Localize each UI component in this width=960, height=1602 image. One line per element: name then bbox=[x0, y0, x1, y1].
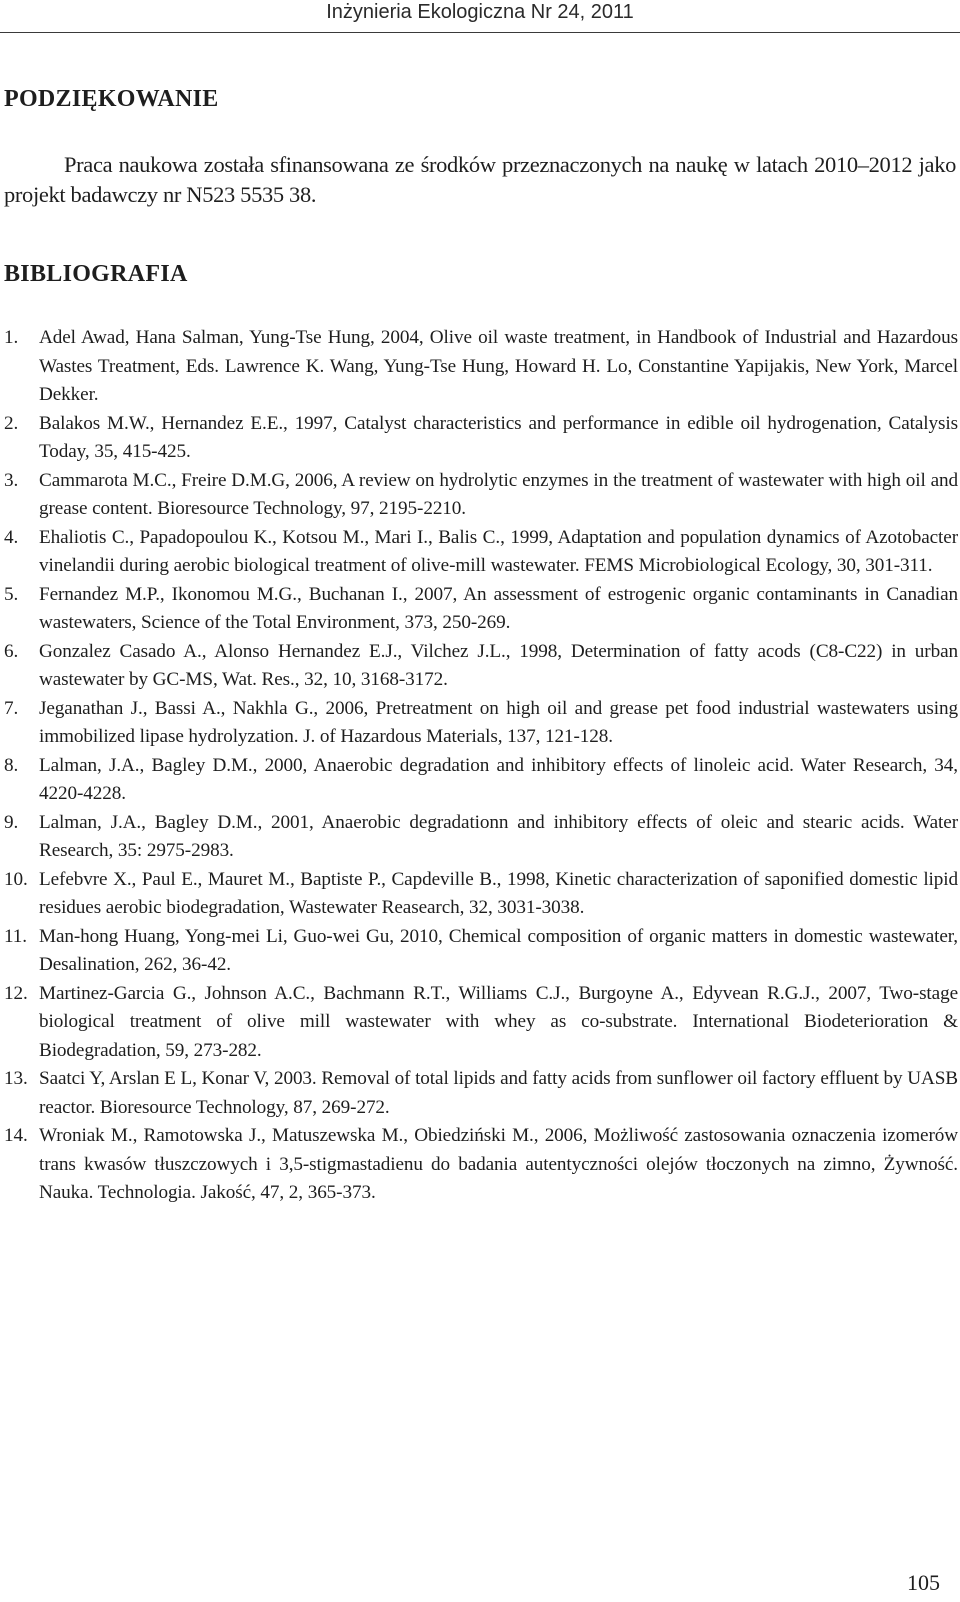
reference-text: Lalman, J.A., Bagley D.M., 2001, Anaerobic degradationn and inhibitory effects of oleic and stearic acids. Water Research, 35: 2975-2983. bbox=[39, 811, 958, 861]
reference-number: 14. bbox=[4, 1125, 28, 1146]
reference-number: 5. bbox=[4, 583, 19, 605]
reference-number: 10. bbox=[4, 868, 28, 890]
reference-number: 9. bbox=[4, 811, 19, 833]
reference-item-7 bbox=[0, 695, 958, 752]
reference-text: Martinez-Garcia G., Johnson A.C., Bachmann R.T., Williams C.J., Burgoyne A., Edyvean R.G.J., 2007, Two-stage biological treatment of olive mill wastewater with whey as co-substrate. International Biodeterioration & Biodegradation, 59, 273-282. bbox=[39, 982, 958, 1061]
reference-number: 2. bbox=[4, 412, 19, 434]
reference-item-6 bbox=[0, 638, 958, 695]
reference-text: Cammarota M.C., Freire D.M.G, 2006, A review on hydrolytic enzymes in the treatment of wastewater with high oil and grease content. Bioresource Technology, 97, 2195-2210. bbox=[39, 469, 958, 519]
reference-item-4 bbox=[0, 524, 958, 581]
reference-item-13 bbox=[0, 1065, 958, 1122]
acknowledgement-heading: PODZIĘKOWANIE bbox=[4, 86, 219, 112]
running-header: Inżynieria Ekologiczna Nr 24, 2011 bbox=[326, 1, 634, 23]
reference-item-9 bbox=[0, 809, 958, 866]
reference-list bbox=[0, 324, 958, 1208]
reference-text: Balakos M.W., Hernandez E.E., 1997, Catalyst characteristics and performance in edible oil hydrogenation, Catalysis Today, 35, 415-425. bbox=[39, 412, 958, 462]
reference-text: Lalman, J.A., Bagley D.M., 2000, Anaerobic degradation and inhibitory effects of linoleic acid. Water Research, 34, 4220-4228. bbox=[39, 754, 958, 804]
reference-item-10 bbox=[0, 866, 958, 923]
acknowledgement-text: Praca naukowa została sfinansowana ze środków przeznaczonych na naukę w latach 2010–2012 jako projekt badawczy nr N523 5535 38. bbox=[4, 152, 956, 207]
reference-text: Adel Awad, Hana Salman, Yung-Tse Hung, 2004, Olive oil waste treatment, in Handbook of Industrial and Hazardous Wastes Treatment, Eds. Lawrence K. Wang, Yung-Tse Hung, Howard H. Lo, Constantine Yapijakis, New York, Marcel Dekker. bbox=[39, 327, 958, 405]
bibliography-heading: BIBLIOGRAFIA bbox=[4, 261, 188, 287]
reference-text: Jeganathan J., Bassi A., Nakhla G., 2006, Pretreatment on high oil and grease pet food industrial wastewaters using immobilized lipase hydrolyzation. J. of Hazardous Materials, 137, 121-128. bbox=[39, 697, 958, 747]
reference-item-3 bbox=[0, 467, 958, 524]
reference-number: 1. bbox=[4, 327, 19, 348]
reference-number: 12. bbox=[4, 982, 28, 1004]
reference-text: Gonzalez Casado A., Alonso Hernandez E.J., Vilchez J.L., 1998, Determination of fatty acods (C8-C22) in urban wastewater by GC-MS, Wat. Res., 32, 10, 3168-3172. bbox=[39, 640, 958, 690]
reference-item-12 bbox=[0, 980, 958, 1066]
reference-text: Man-hong Huang, Yong-mei Li, Guo-wei Gu, 2010, Chemical composition of organic matters in domestic wastewater, Desalination, 262, 36-42. bbox=[39, 925, 958, 975]
reference-item-14 bbox=[0, 1122, 958, 1208]
reference-text: Saatci Y, Arslan E L, Konar V, 2003. Removal of total lipids and fatty acids from sunflower oil factory effluent by UASB reactor. Bioresource Technology, 87, 269-272. bbox=[39, 1068, 958, 1118]
reference-item-8 bbox=[0, 752, 958, 809]
reference-number: 3. bbox=[4, 469, 19, 491]
reference-item-2 bbox=[0, 410, 958, 467]
reference-text: Ehaliotis C., Papadopoulou K., Kotsou M., Mari I., Balis C., 1999, Adaptation and population dynamics of Azotobacter vinelandii during aerobic biological treatment of olive-mill wastewater. FEMS Microbiological Ecology, 30, 301-311. bbox=[39, 526, 958, 576]
reference-text: Lefebvre X., Paul E., Mauret M., Baptiste P., Capdeville B., 1998, Kinetic characterization of saponified domestic lipid residues aerobic biodegradation, Wastewater Reasearch, 32, 3031-3038. bbox=[39, 868, 958, 918]
header-divider bbox=[0, 32, 960, 33]
reference-number: 6. bbox=[4, 640, 19, 662]
reference-text: Wroniak M., Ramotowska J., Matuszewska M., Obiedziński M., 2006, Możliwość zastosowania oznaczenia izomerów trans kwasów tłuszczowych i 3,5-stigmastadienu do badania autentyczności olejów tłoczonych na zimno, Żywność. Nauka. Technologia. Jakość, 47, 2, 365-373. bbox=[39, 1125, 958, 1203]
reference-number: 8. bbox=[4, 754, 19, 776]
reference-number: 4. bbox=[4, 526, 19, 548]
reference-text: Fernandez M.P., Ikonomou M.G., Buchanan I., 2007, An assessment of estrogenic organic contaminants in Canadian wastewaters, Science of the Total Environment, 373, 250-269. bbox=[39, 583, 958, 633]
reference-number: 11. bbox=[4, 925, 27, 947]
reference-item-1 bbox=[0, 324, 958, 410]
reference-number: 13. bbox=[4, 1068, 28, 1089]
page-number: 105 bbox=[907, 1570, 940, 1595]
reference-item-11 bbox=[0, 923, 958, 980]
reference-item-5 bbox=[0, 581, 958, 638]
reference-number: 7. bbox=[4, 697, 19, 719]
